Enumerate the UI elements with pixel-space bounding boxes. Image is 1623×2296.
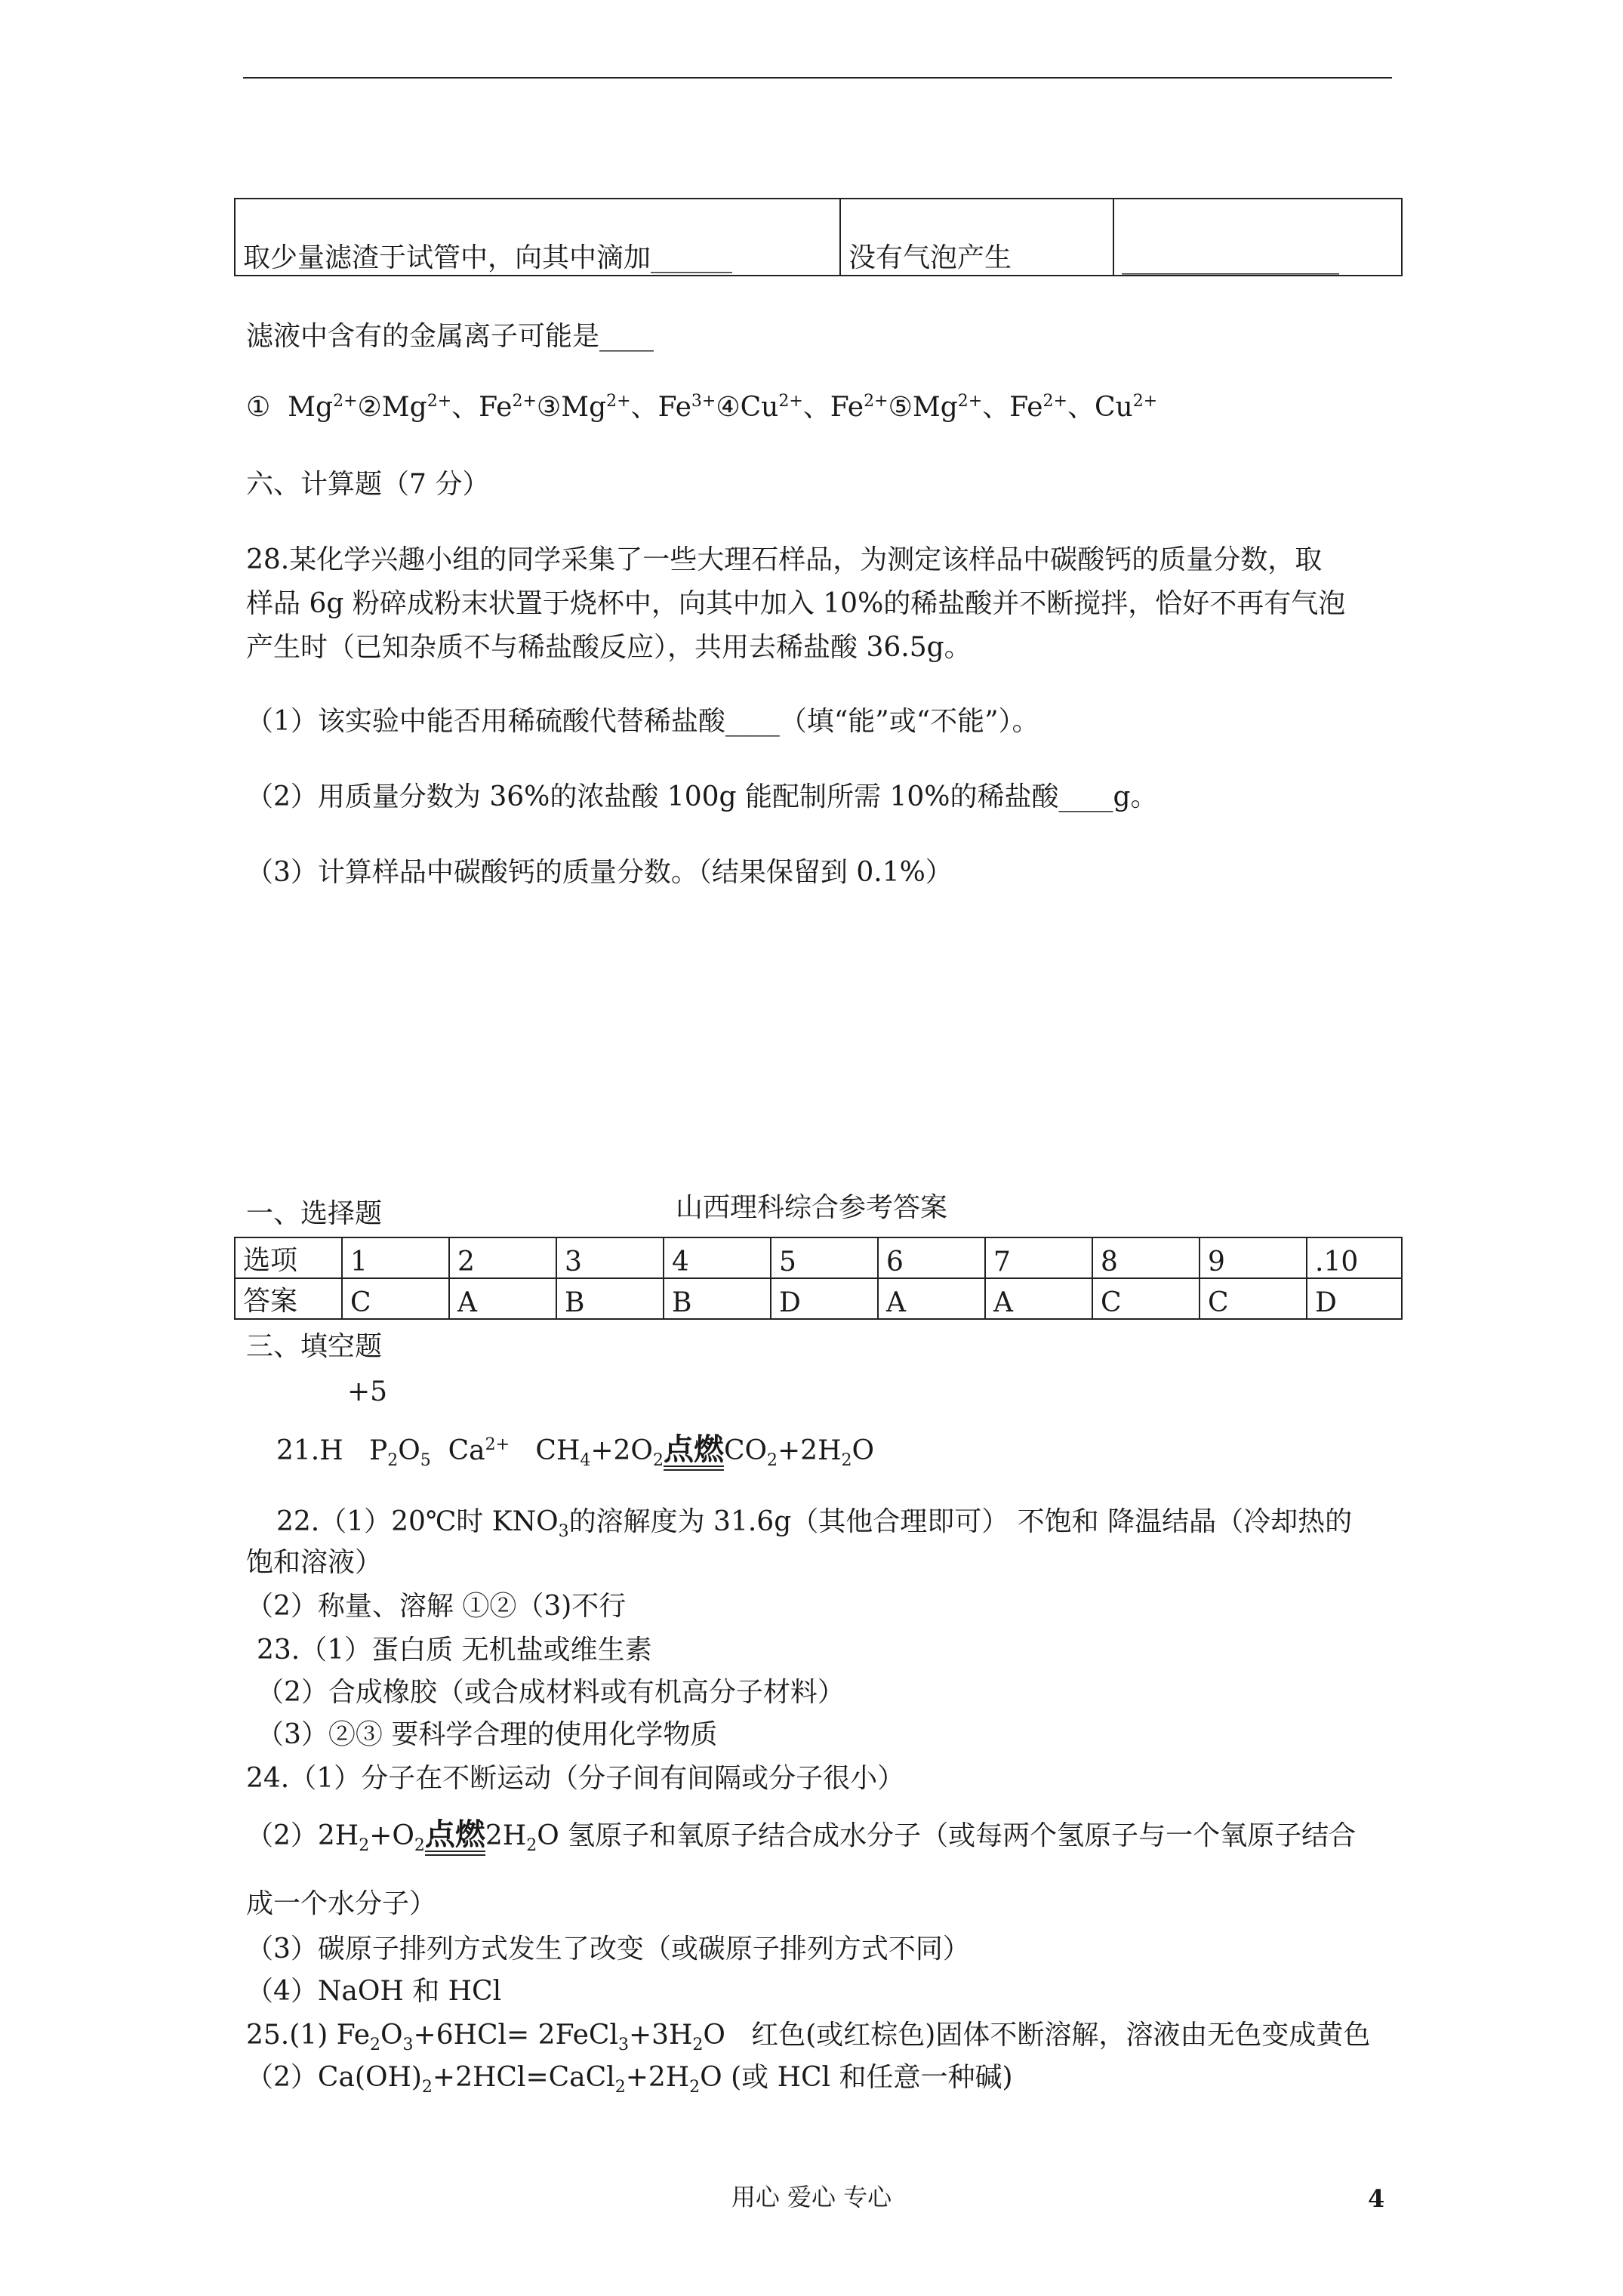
a24-line-2: $(2)2H_2+O_2$点燃$2H_2O$ 氢原子和氧原子结合成水分子（或每两个氢原子与一个氧原子结合 — [246, 1817, 1357, 1856]
ignite-condition: 点燃 — [425, 1818, 485, 1856]
choice-number: 4 — [664, 1237, 771, 1278]
choice-number: 5 — [771, 1237, 878, 1278]
choice-answer-label: 答案 — [235, 1278, 342, 1319]
choice-answer: A — [878, 1278, 985, 1319]
q28-line-2: 样品 6g 粉碎成粉末状置于烧杯中，向其中加入 10%的稀盐酸并不断搅拌，恰好不再有气泡 — [246, 588, 1346, 619]
a22-line-3: （2）称量、溶解 ①②（3)不行 — [246, 1591, 627, 1622]
a23-line-2: （2）合成橡胶（或合成材料或有机高分子材料） — [257, 1677, 845, 1708]
choice-answer: D — [1307, 1278, 1402, 1319]
choice-number: 7 — [985, 1237, 1092, 1278]
section-3-title: 三、填空题 — [246, 1331, 383, 1362]
choice-answer: A — [449, 1278, 556, 1319]
choice-answer: D — [771, 1278, 878, 1319]
header-rule — [243, 77, 1392, 79]
q28-line-3: 产生时（已知杂质不与稀盐酸反应），共用去稀盐酸 36.5g。 — [246, 632, 972, 663]
choice-header-label: 选项 — [235, 1237, 342, 1278]
a23-line-3: （3）②③ 要科学合理的使用化学物质 — [257, 1719, 718, 1750]
experiment-phenomenon-cell: 没有气泡产生 — [840, 199, 1113, 276]
experiment-table — [234, 198, 1403, 276]
choice-answer: C — [1092, 1278, 1200, 1319]
q28-line-1: 28.某化学兴趣小组的同学采集了一些大理石样品，为测定该样品中碳酸钙的质量分数，取 — [246, 544, 1323, 575]
choice-number: 6 — [878, 1237, 985, 1278]
a24-line-5: （4）NaOH 和 HCl — [246, 1976, 502, 2007]
choice-number: 8 — [1092, 1237, 1200, 1278]
answers-title: 山西理科综合参考答案 — [675, 1192, 947, 1223]
choice-answer: A — [985, 1278, 1092, 1319]
choice-answer-table — [234, 1237, 1403, 1320]
a24-line-1: 24.（1）分子在不断运动（分子间有间隔或分子很小） — [246, 1763, 905, 1794]
choice-number: 1 — [342, 1237, 449, 1278]
a21-valence: +5 — [347, 1376, 388, 1407]
choice-number: 3 — [556, 1237, 664, 1278]
choice-number: 2 — [449, 1237, 556, 1278]
a22-line-1: 22.（1）20℃时 $KNO_3$的溶解度为 31.6g（其他合理即可） 不饱和 降温结晶（冷却热的 — [276, 1506, 1353, 1542]
q28-sub-1: （1）该实验中能否用稀硫酸代替稀盐酸____（填“能”或“不能”）。 — [246, 706, 1039, 737]
filtrate-question: 滤液中含有的金属离子可能是____ — [246, 321, 654, 352]
a24-line-4: （3）碳原子排列方式发生了改变（或碳原子排列方式不同） — [246, 1934, 970, 1965]
choice-number: .10 — [1307, 1237, 1402, 1278]
choice-answer: B — [664, 1278, 771, 1319]
section-6-title: 六、计算题（7 分） — [246, 469, 490, 500]
choice-answer: B — [556, 1278, 664, 1319]
a24-line-3: 成一个水分子） — [246, 1888, 437, 1919]
q28-sub-3: （3）计算样品中碳酸钙的质量分数。（结果保留到 0.1%） — [246, 857, 953, 888]
experiment-conclusion-cell: ________________ — [1113, 199, 1402, 276]
experiment-step-cell: 取少量滤渣于试管中，向其中滴加______ — [235, 199, 840, 276]
a25-line-2: $(2)Ca(OH)_2+2HCl=CaCl_2+2H_2O$ (或 HCl 和任意一种碱) — [246, 2062, 1013, 2097]
a21-line: 21.H $P_2O_5$ $Ca^{2+}$ $CH_4+2O_2$点燃$CO_2+2H_2O$ — [276, 1432, 874, 1471]
ion-options: ① $Mg^{2+}②Mg^{2+}$、$Fe^{2+}③Mg^{2+}$、$Fe^{3+}④Cu^{2+}$、$Fe^{2+}⑤Mg^{2+}$、$Fe^{2+}$、$Cu^{2+}$ — [246, 392, 1158, 423]
ignite-condition: 点燃 — [664, 1433, 724, 1471]
choice-answer: C — [342, 1278, 449, 1319]
q28-sub-2: （2）用质量分数为 36%的浓盐酸 100g 能配制所需 10%的稀盐酸____g。 — [246, 781, 1158, 812]
a22-line-2: 饱和溶液） — [246, 1547, 383, 1578]
page-number: 4 — [1368, 2184, 1385, 2213]
a23-line-1: 23.（1）蛋白质 无机盐或维生素 — [257, 1635, 652, 1666]
a25-line-1: 25.(1) $Fe_2O_3+6HCl=$ $2FeCl_3+3H_2O$ 红色(或红棕色)固体不断溶解，溶液由无色变成黄色 — [246, 2020, 1371, 2055]
choice-answer: C — [1200, 1278, 1307, 1319]
choice-number: 9 — [1200, 1237, 1307, 1278]
footer-motto: 用心 爱心 专心 — [731, 2183, 892, 2211]
section-1-title: 一、选择题 — [246, 1198, 383, 1229]
